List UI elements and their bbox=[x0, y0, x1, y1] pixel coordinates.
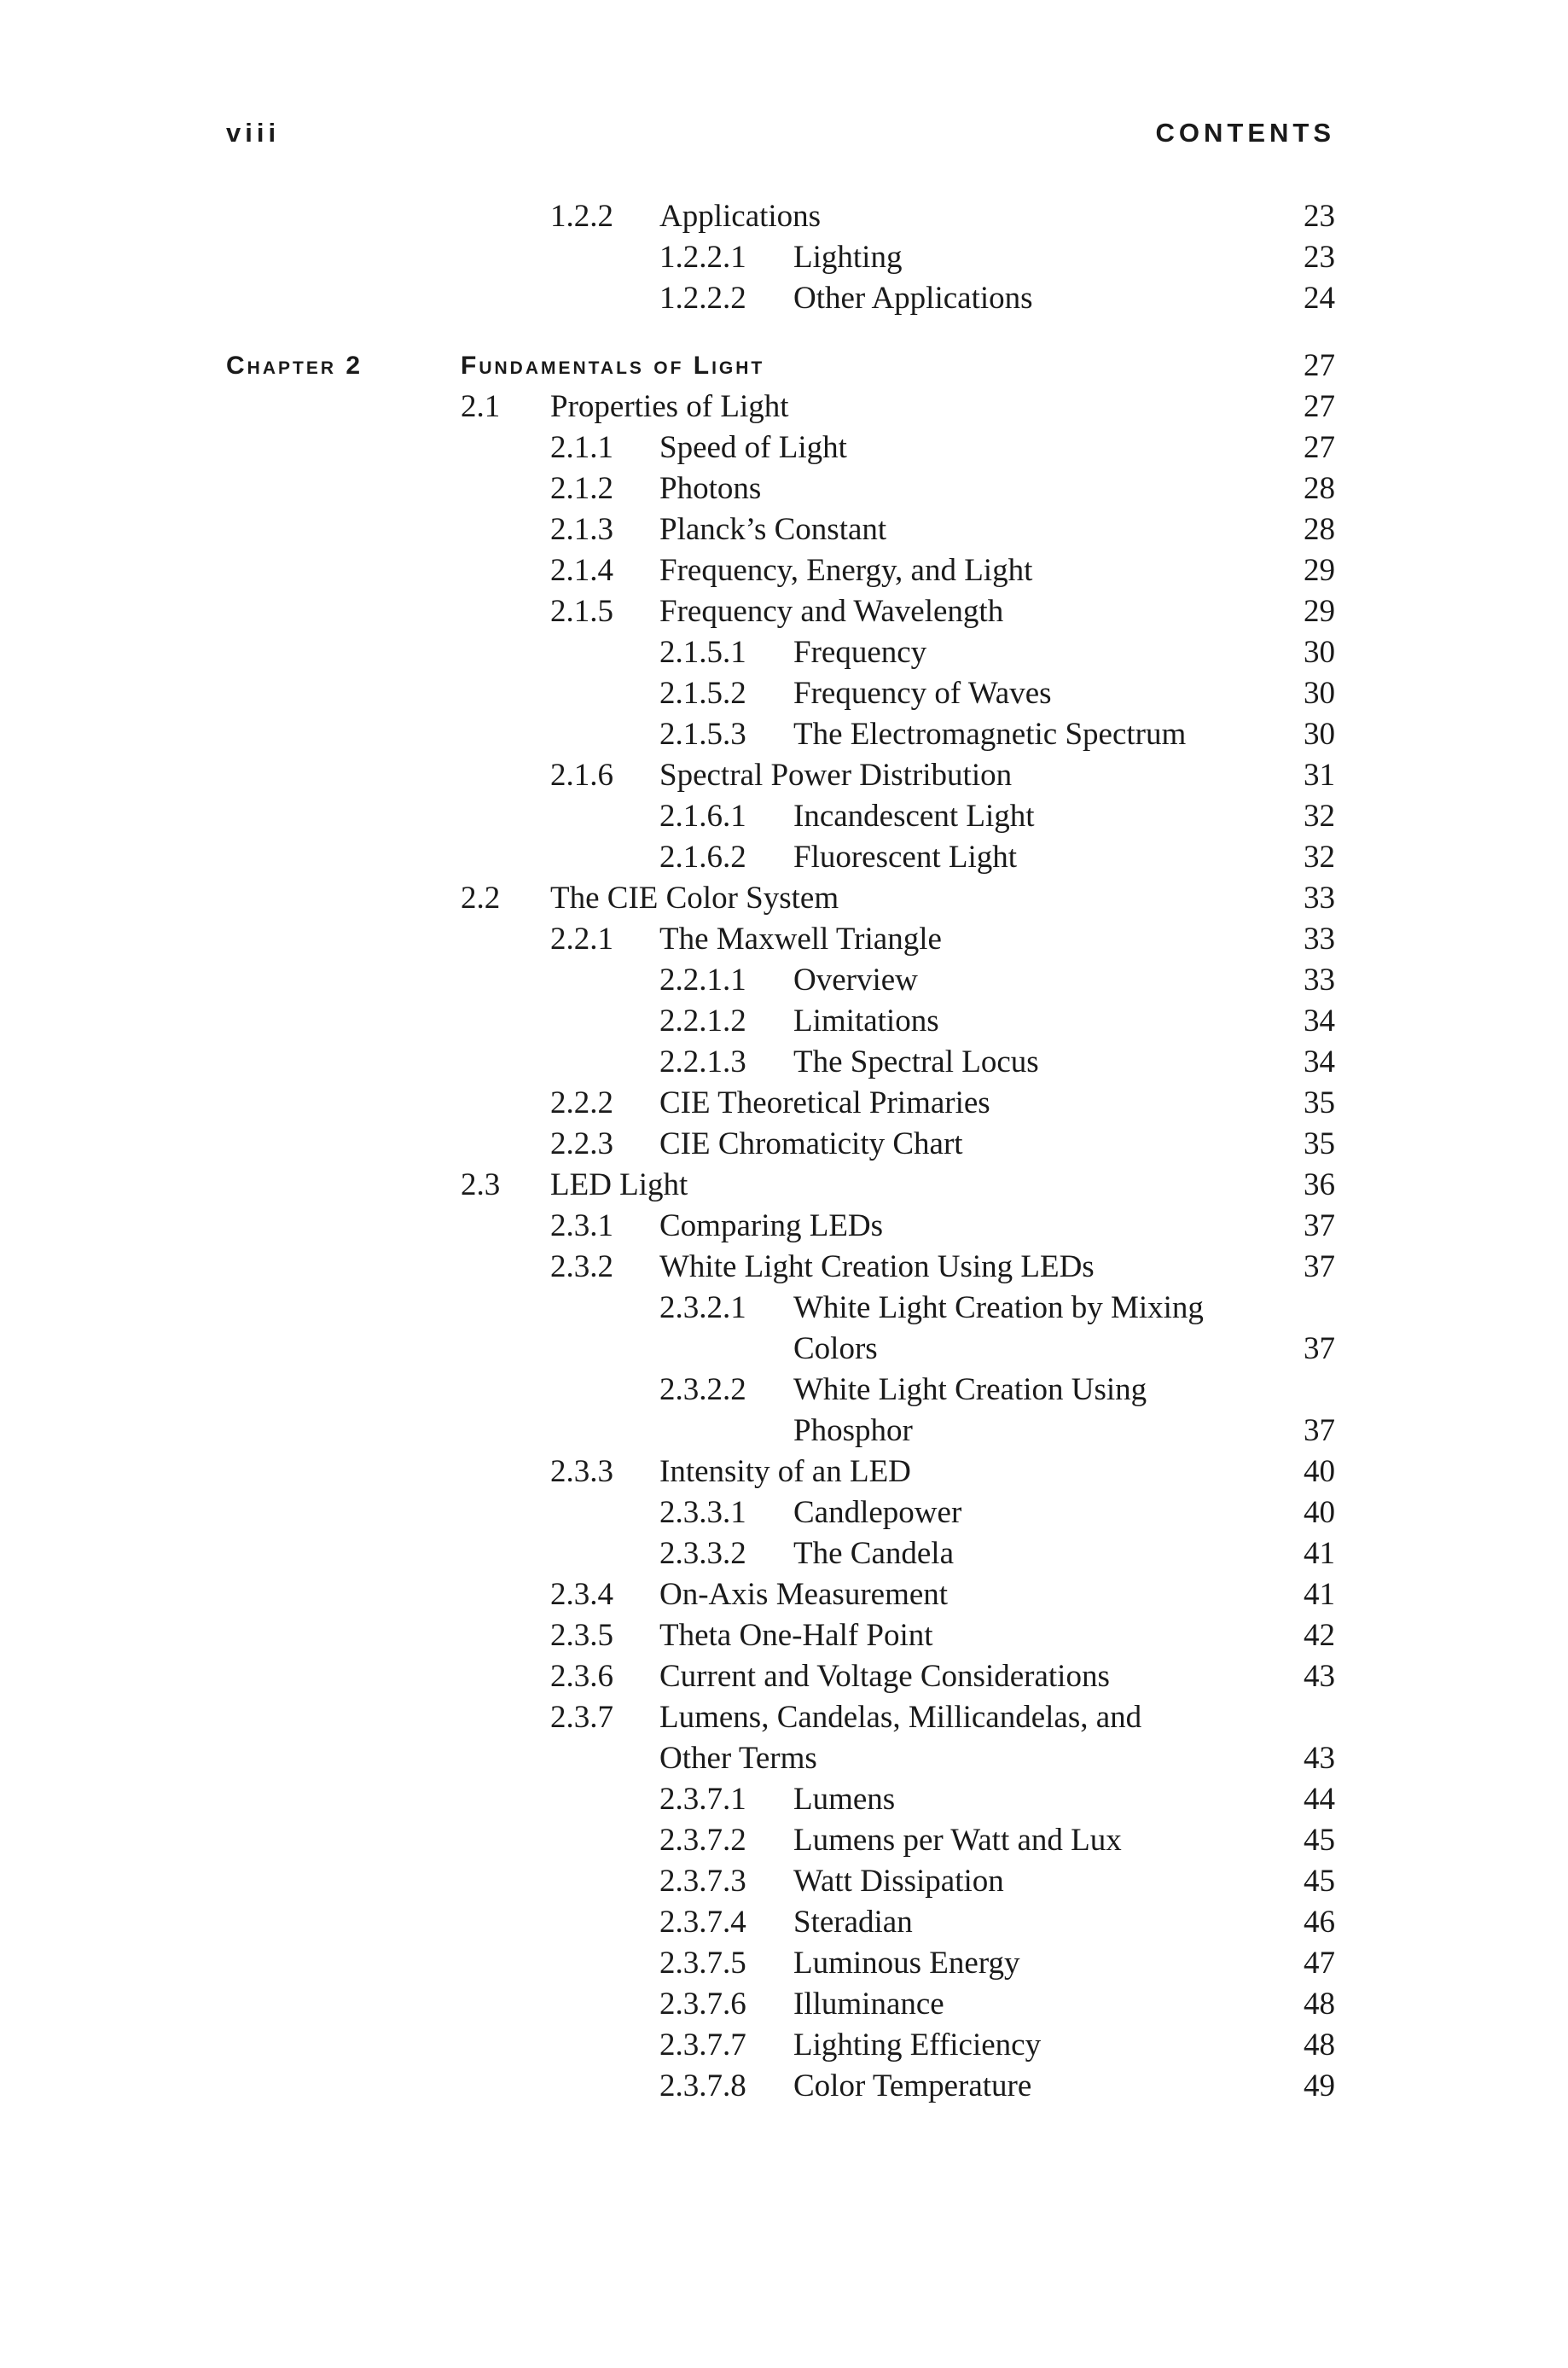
section-number: 2.3.7.7 bbox=[659, 2028, 746, 2063]
page-number: 41 bbox=[1304, 1536, 1335, 1571]
section-title: Frequency and Wavelength bbox=[659, 594, 1004, 629]
page-number: 46 bbox=[1304, 1905, 1335, 1940]
section-number: 2.3.7.4 bbox=[659, 1905, 746, 1940]
section-title: Other Applications bbox=[793, 281, 1033, 316]
page-number: 23 bbox=[1304, 199, 1335, 234]
section-title: Planck’s Constant bbox=[659, 512, 887, 547]
section-title: Comparing LEDs bbox=[659, 1208, 884, 1243]
page-number: 48 bbox=[1304, 1987, 1335, 2022]
page-number: 40 bbox=[1304, 1454, 1335, 1489]
toc-entry bbox=[0, 387, 1568, 428]
section-title: Applications bbox=[659, 199, 822, 234]
section-title: Speed of Light bbox=[659, 430, 847, 465]
section-title: Limitations bbox=[793, 1004, 939, 1039]
section-number: 2.3.3 bbox=[550, 1454, 613, 1489]
section-title: CIE Theoretical Primaries bbox=[659, 1085, 990, 1120]
toc-entry bbox=[0, 550, 1568, 591]
page-number: 49 bbox=[1304, 2068, 1335, 2103]
section-number: 2.3 bbox=[461, 1167, 501, 1202]
section-title: The Electromagnetic Spectrum bbox=[793, 717, 1187, 752]
toc-entry bbox=[0, 1042, 1568, 1083]
section-number: 2.2.1.1 bbox=[659, 963, 746, 998]
section-number: 2.1.4 bbox=[550, 553, 613, 588]
page-number: 34 bbox=[1304, 1004, 1335, 1039]
page-number: 48 bbox=[1304, 2028, 1335, 2063]
page-number: 32 bbox=[1304, 840, 1335, 875]
section-title: Candlepower bbox=[793, 1495, 962, 1530]
toc-entry bbox=[0, 919, 1568, 960]
section-title: Other Terms bbox=[659, 1741, 817, 1776]
section-number: 2.2.1.2 bbox=[659, 1004, 746, 1039]
section-number: 2.3.7.1 bbox=[659, 1782, 746, 1817]
section-title: The CIE Color System bbox=[550, 881, 839, 916]
toc-entry bbox=[0, 509, 1568, 550]
section-number: 2.3.7.3 bbox=[659, 1864, 746, 1899]
page-number: 33 bbox=[1304, 881, 1335, 916]
section-title: The Maxwell Triangle bbox=[659, 922, 942, 957]
toc-entry bbox=[0, 1697, 1568, 1738]
section-number: 2.3.4 bbox=[550, 1577, 613, 1612]
section-title: White Light Creation by Mixing bbox=[793, 1290, 1204, 1325]
toc-entry bbox=[0, 468, 1568, 509]
toc-entry bbox=[0, 1001, 1568, 1042]
section-title: Colors bbox=[793, 1331, 878, 1366]
section-number: 2.2.3 bbox=[550, 1126, 613, 1161]
page-number: 27 bbox=[1304, 389, 1335, 424]
section-title: The Spectral Locus bbox=[793, 1044, 1039, 1079]
page-number: 23 bbox=[1304, 240, 1335, 275]
section-title: Luminous Energy bbox=[793, 1946, 1020, 1981]
toc-entry bbox=[0, 1452, 1568, 1492]
section-number: 2.1 bbox=[461, 389, 501, 424]
section-number: 2.1.6.2 bbox=[659, 840, 746, 875]
toc-entry bbox=[0, 714, 1568, 755]
page-folio: viii bbox=[226, 118, 281, 148]
page-number: 28 bbox=[1304, 471, 1335, 506]
toc-entry bbox=[0, 1574, 1568, 1615]
section-number: 2.3.3.2 bbox=[659, 1536, 746, 1571]
toc-entry bbox=[0, 278, 1568, 319]
section-number: 2.3.2 bbox=[550, 1249, 613, 1284]
section-number: 1.2.2.2 bbox=[659, 281, 746, 316]
page-number: 45 bbox=[1304, 1864, 1335, 1899]
page-number: 47 bbox=[1304, 1946, 1335, 1981]
section-number: 2.3.3.1 bbox=[659, 1495, 746, 1530]
page-number: 45 bbox=[1304, 1823, 1335, 1858]
section-title: Frequency, Energy, and Light bbox=[659, 553, 1033, 588]
chapter-title: Fundamentals of Light bbox=[461, 352, 765, 380]
page-number: 24 bbox=[1304, 281, 1335, 316]
section-number: 2.1.6 bbox=[550, 758, 613, 793]
toc-entry bbox=[0, 755, 1568, 796]
section-title: Watt Dissipation bbox=[793, 1864, 1004, 1899]
toc-entry bbox=[0, 346, 1568, 387]
page-number: 43 bbox=[1304, 1659, 1335, 1694]
page-number: 32 bbox=[1304, 799, 1335, 834]
toc-entry bbox=[0, 673, 1568, 714]
page-number: 35 bbox=[1304, 1085, 1335, 1120]
toc-entry bbox=[0, 1329, 1568, 1370]
section-number: 2.1.6.1 bbox=[659, 799, 746, 834]
toc-entry bbox=[0, 1206, 1568, 1247]
section-title: LED Light bbox=[550, 1167, 688, 1202]
section-number: 2.2.1 bbox=[550, 922, 613, 957]
toc-entry bbox=[0, 2066, 1568, 2107]
page-number: 37 bbox=[1304, 1413, 1335, 1448]
section-title: Frequency of Waves bbox=[793, 676, 1052, 711]
section-title: Lighting Efficiency bbox=[793, 2028, 1042, 2063]
toc-entry bbox=[0, 1820, 1568, 1861]
page-number: 36 bbox=[1304, 1167, 1335, 1202]
section-title: Lighting bbox=[793, 240, 903, 275]
section-number: 2.3.7.6 bbox=[659, 1987, 746, 2022]
section-number: 2.3.2.1 bbox=[659, 1290, 746, 1325]
section-number: 2.3.7 bbox=[550, 1700, 613, 1735]
page-number: 35 bbox=[1304, 1126, 1335, 1161]
section-title: Lumens, Candelas, Millicandelas, and bbox=[659, 1700, 1142, 1735]
section-number: 2.3.7.5 bbox=[659, 1946, 746, 1981]
toc-entry bbox=[0, 1779, 1568, 1820]
toc-entry bbox=[0, 1861, 1568, 1902]
toc-entry bbox=[0, 1124, 1568, 1165]
page-number: 37 bbox=[1304, 1331, 1335, 1366]
toc-entry bbox=[0, 196, 1568, 237]
page-number: 33 bbox=[1304, 963, 1335, 998]
section-number: 2.2.2 bbox=[550, 1085, 613, 1120]
page-number: 42 bbox=[1304, 1618, 1335, 1653]
section-title: White Light Creation Using LEDs bbox=[659, 1249, 1095, 1284]
section-number: 2.3.2.2 bbox=[659, 1372, 746, 1407]
page-number: 30 bbox=[1304, 635, 1335, 670]
toc-entry bbox=[0, 1984, 1568, 2025]
section-number: 2.1.3 bbox=[550, 512, 613, 547]
section-title: Theta One-Half Point bbox=[659, 1618, 933, 1653]
toc-entry bbox=[0, 632, 1568, 673]
toc-entry bbox=[0, 1943, 1568, 1984]
toc-entry bbox=[0, 237, 1568, 278]
section-title: Photons bbox=[659, 471, 762, 506]
page-number: 41 bbox=[1304, 1577, 1335, 1612]
page-number: 44 bbox=[1304, 1782, 1335, 1817]
section-title: Overview bbox=[793, 963, 918, 998]
toc-entry bbox=[0, 1165, 1568, 1206]
section-title: Lumens bbox=[793, 1782, 896, 1817]
section-title: On-Axis Measurement bbox=[659, 1577, 949, 1612]
section-title: Lumens per Watt and Lux bbox=[793, 1823, 1122, 1858]
section-number: 2.3.6 bbox=[550, 1659, 613, 1694]
section-title: Frequency bbox=[793, 635, 927, 670]
toc-entry bbox=[0, 1902, 1568, 1943]
section-number: 2.1.5.1 bbox=[659, 635, 746, 670]
section-number: 2.1.5 bbox=[550, 594, 613, 629]
toc-entry bbox=[0, 1656, 1568, 1697]
section-title: Current and Voltage Considerations bbox=[659, 1659, 1110, 1694]
section-title: Phosphor bbox=[793, 1413, 913, 1448]
section-number: 2.1.2 bbox=[550, 471, 613, 506]
section-number: 2.2 bbox=[461, 881, 501, 916]
section-number: 2.3.5 bbox=[550, 1618, 613, 1653]
page-number: 34 bbox=[1304, 1044, 1335, 1079]
section-title: Properties of Light bbox=[550, 389, 789, 424]
toc-entry bbox=[0, 1411, 1568, 1452]
toc-entry bbox=[0, 1370, 1568, 1411]
toc-entry bbox=[0, 1247, 1568, 1288]
page-number: 37 bbox=[1304, 1249, 1335, 1284]
section-title: Fluorescent Light bbox=[793, 840, 1018, 875]
page-number: 30 bbox=[1304, 717, 1335, 752]
toc-entry bbox=[0, 1615, 1568, 1656]
toc-entry bbox=[0, 1533, 1568, 1574]
toc-entry bbox=[0, 960, 1568, 1001]
page-number: 29 bbox=[1304, 594, 1335, 629]
page-number: 37 bbox=[1304, 1208, 1335, 1243]
page-number: 28 bbox=[1304, 512, 1335, 547]
section-title: Steradian bbox=[793, 1905, 913, 1940]
toc-entry bbox=[0, 428, 1568, 468]
page-number: 27 bbox=[1304, 430, 1335, 465]
section-number: 2.3.7.2 bbox=[659, 1823, 746, 1858]
page-number: 29 bbox=[1304, 553, 1335, 588]
page-number: 33 bbox=[1304, 922, 1335, 957]
section-number: 2.3.7.8 bbox=[659, 2068, 746, 2103]
toc-entry bbox=[0, 1492, 1568, 1533]
section-number: 1.2.2.1 bbox=[659, 240, 746, 275]
section-title: White Light Creation Using bbox=[793, 1372, 1147, 1407]
page-number: 30 bbox=[1304, 676, 1335, 711]
section-number: 2.1.5.3 bbox=[659, 717, 746, 752]
page-number: 40 bbox=[1304, 1495, 1335, 1530]
toc-entry bbox=[0, 878, 1568, 919]
toc-entry bbox=[0, 1288, 1568, 1329]
section-title: Spectral Power Distribution bbox=[659, 758, 1013, 793]
page-number: 27 bbox=[1304, 348, 1335, 383]
section-title: The Candela bbox=[793, 1536, 954, 1571]
toc-entry bbox=[0, 591, 1568, 632]
section-number: 2.2.1.3 bbox=[659, 1044, 746, 1079]
section-title: CIE Chromaticity Chart bbox=[659, 1126, 963, 1161]
section-number: 1.2.2 bbox=[550, 199, 613, 234]
toc-entry bbox=[0, 2025, 1568, 2066]
section-title: Color Temperature bbox=[793, 2068, 1032, 2103]
section-number: 2.3.1 bbox=[550, 1208, 613, 1243]
section-title: Intensity of an LED bbox=[659, 1454, 911, 1489]
page-number: 43 bbox=[1304, 1741, 1335, 1776]
section-title: Illuminance bbox=[793, 1987, 944, 2022]
chapter-label: Chapter 2 bbox=[226, 352, 363, 380]
section-number: 2.1.5.2 bbox=[659, 676, 746, 711]
toc-entry bbox=[0, 837, 1568, 878]
page-number: 31 bbox=[1304, 758, 1335, 793]
running-head-section: CONTENTS bbox=[1155, 118, 1335, 148]
section-number: 2.1.1 bbox=[550, 430, 613, 465]
toc-entry bbox=[0, 1738, 1568, 1779]
section-title: Incandescent Light bbox=[793, 799, 1035, 834]
toc-entry bbox=[0, 796, 1568, 837]
toc-entry bbox=[0, 1083, 1568, 1124]
